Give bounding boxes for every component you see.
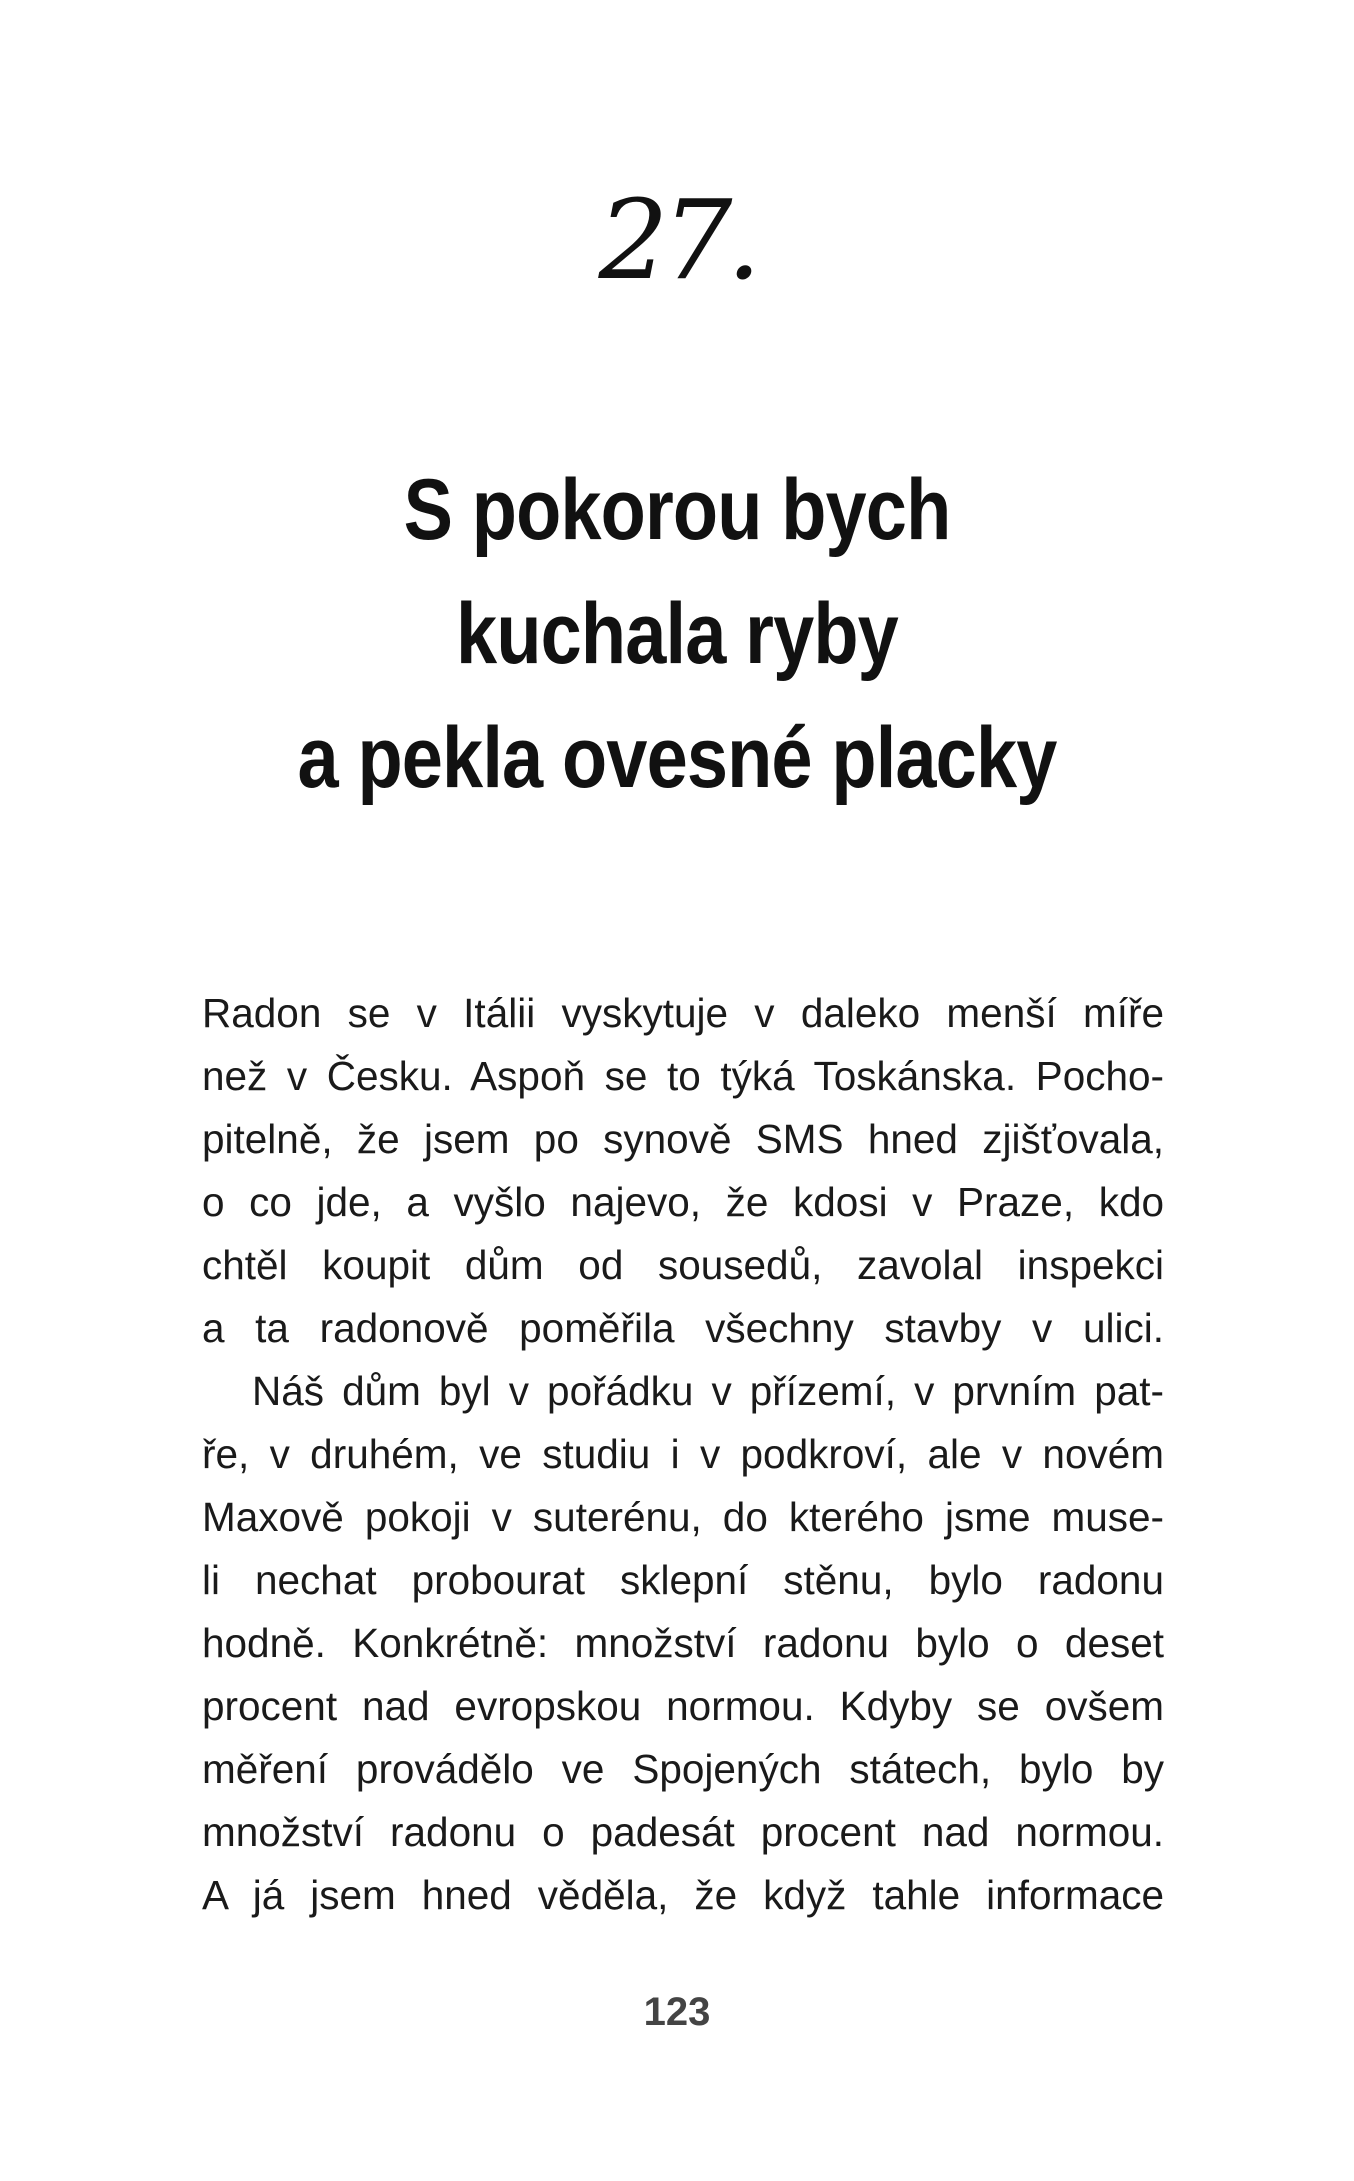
body-line: ře, v druhém, ve studiu i v podkroví, ale v novém: [202, 1431, 1164, 1477]
body-line: procent nad evropskou normou. Kdyby se ovšem: [202, 1683, 1164, 1729]
chapter-number: 27.: [598, 176, 756, 304]
body-line: chtěl koupit dům od sousedů, zavolal inspekci: [202, 1242, 1164, 1288]
body-line: Náš dům byl v pořádku v přízemí, v prvním pat-: [252, 1368, 1164, 1414]
body-line: měření provádělo ve Spojených státech, bylo by: [202, 1746, 1164, 1792]
chapter-title-line: kuchala ryby: [456, 586, 898, 682]
body-line: než v Česku. Aspoň se to týká Toskánska. Pocho-: [202, 1053, 1164, 1099]
body-line: li nechat probourat sklepní stěnu, bylo radonu: [202, 1557, 1164, 1603]
body-line: a ta radonově poměřila všechny stavby v ulici.: [202, 1305, 1164, 1351]
body-line: A já jsem hned věděla, že když tahle informace: [202, 1872, 1164, 1918]
body-line: množství radonu o padesát procent nad normou.: [202, 1809, 1164, 1855]
chapter-title: [95, 448, 1259, 820]
chapter-title-line: S pokorou bych: [403, 462, 951, 558]
body-line: o co jde, a vyšlo najevo, že kdosi v Praze, kdo: [202, 1179, 1164, 1225]
page-number: 123: [643, 1990, 711, 2034]
body-text: [202, 982, 1164, 1927]
body-line: pitelně, že jsem po synově SMS hned zjišťovala,: [202, 1116, 1164, 1162]
chapter-title-line: a pekla ovesné placky: [297, 710, 1057, 806]
body-line: Radon se v Itálii vyskytuje v daleko menší míře: [202, 990, 1164, 1036]
body-line: Maxově pokoji v suterénu, do kterého jsme muse-: [202, 1494, 1164, 1540]
body-line: hodně. Konkrétně: množství radonu bylo o deset: [202, 1620, 1164, 1666]
